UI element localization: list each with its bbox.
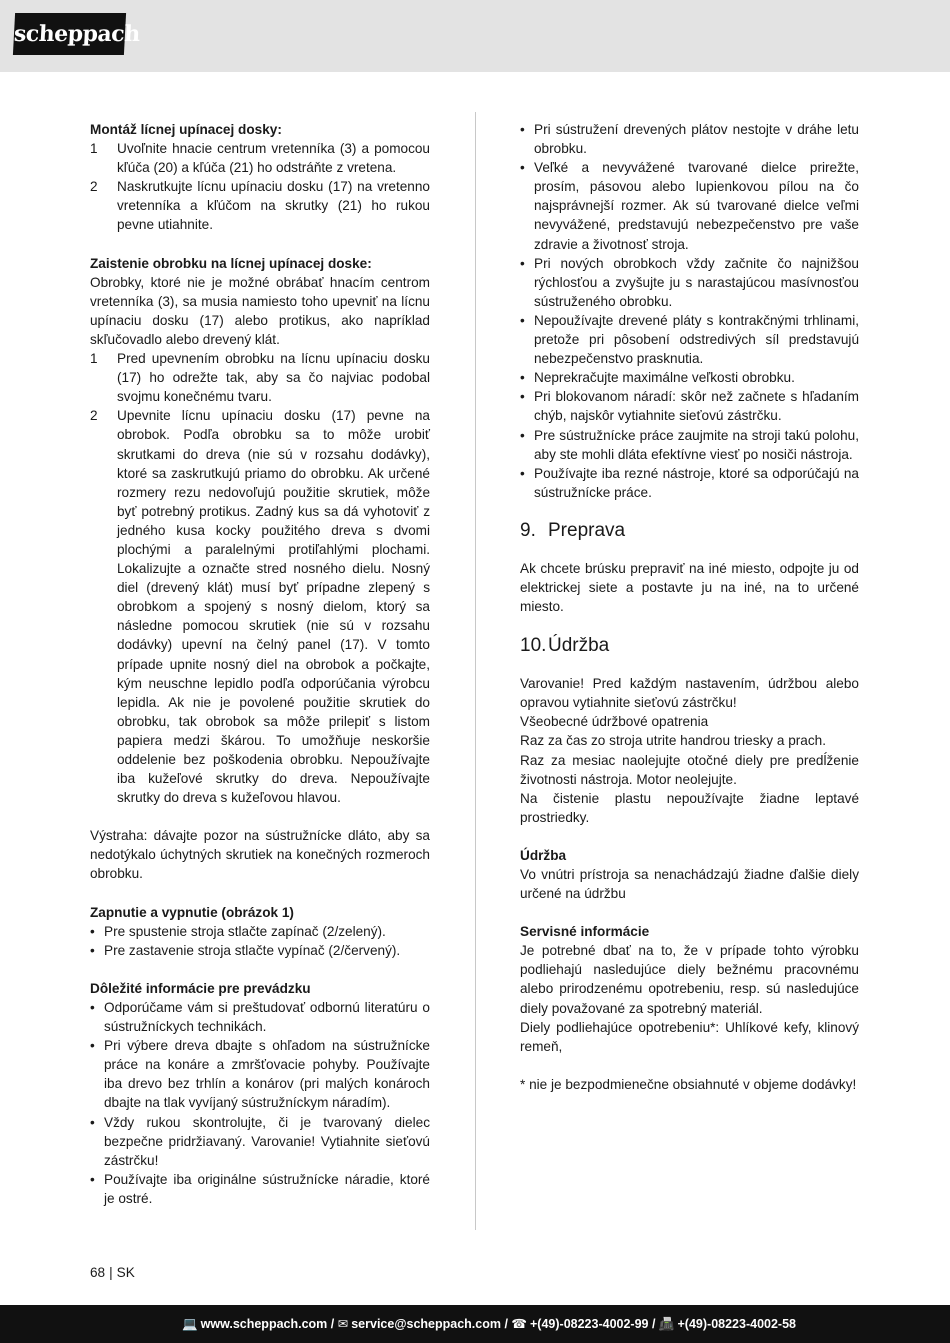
list-item: • Pri výbere dreva dbajte s ohľadom na sústružnícke práce na konáre a zmršťovacie pohyby. Používajte iba drevo bez trhlín a konárov (pri malých konároch dbajte na tlak vyvíjaný sústružníckym náradím).: [90, 1038, 430, 1111]
phone-icon: ☎: [511, 1317, 527, 1331]
list-item: • Pre zastavenie stroja stlačte vypínač (2/červený).: [90, 942, 401, 958]
section-heading-securing: Zaistenie obrobku na lícnej upínacej doske:: [90, 255, 372, 271]
section-heading-maintenance: 10. Údržba: [520, 635, 610, 657]
left-column: [90, 120, 430, 1208]
laptop-icon: 💻: [182, 1317, 198, 1331]
list-item: • Nepoužívajte drevené pláty s kontrakčnými trhlinami, pretože pri pôsobení odstredivých síl predstavujú nebezpečenstvo prasknutia.: [520, 312, 859, 367]
email-link[interactable]: service@scheppach.com /: [351, 1317, 508, 1331]
maintenance-paragraph: Vo vnútri prístroja sa nenachádzajú žiadne ďalšie diely určené na údržbu: [520, 867, 859, 902]
maintenance-line: Raz za čas zo stroja utrite handrou triesky a prach.: [520, 733, 826, 749]
list-item: 2 Upevnite lícnu upínaciu dosku (17) pevne na obrobok. Podľa obrobku sa to môže urobiť skrutkami do dreva (nie sú v rozsahu dodávky), ktoré sa zaskrutkujú priamo do obrobku. Ak určené rozmery rezu nedovoľujú použitie skrutiek, môže byť potrebný protikus. Zadný kus sa dá vyhotoviť z jedného kusa kocky použitého dreva s dvomi plochými a paralelnými protiľahlými plochami. Lokalizujte a označte stred nosného dielu. Nosný diel (drevený klát) musí byť prípadne zlepený s obrobkom a spojený s nosný dielom, ktorý sa následne pomocou skrutiek (nie sú v rozsahu dodávky) upevní na čelný panel (17). V tomto prípade upnite nosný diel na obrobok a počkajte, kým neuschne lepidlo podľa odporúčania výrobcu lepidla. Ak nie je povolené použitie skrutiek do obrobku, tak obrobok sa môže prilepiť s listom papiera medzi škárou. To umožňuje neskoršie oddelenie bez poškodenia obrobku. Nepoužívajte iba kužeľové skrutky do dreva. Nepoužívajte skrutky do dreva s kužeľovou hlavou.: [90, 408, 430, 806]
section-heading-transport: 9. Preprava: [520, 519, 626, 541]
list-item: 2 Naskrutkujte lícnu upínaciu dosku (17) na vretenno vretenníka a kľúčom na skrutky (21) ho rukou pevne utiahnite.: [90, 179, 430, 233]
section-heading-switch: Zapnutie a vypnutie (obrázok 1): [90, 904, 294, 920]
phone-number: +(49)-08223-4002-99 /: [530, 1317, 656, 1331]
list-item: • Používajte iba rezné nástroje, ktoré sa odporúčajú na sústružnícke práce.: [520, 465, 859, 500]
section-heading-operation: Dôležité informácie pre prevádzku: [90, 980, 311, 996]
list-item: • Pri sústružení drevených plátov nestojte v dráhe letu obrobku.: [520, 122, 859, 157]
maintenance-line: Varovanie! Pred každým nastavením, údržbou alebo opravou vytiahnite sieťovú zástrčku!: [520, 676, 859, 711]
list-item: • Pre spustenie stroja stlačte zapínač (2/zelený).: [90, 923, 386, 939]
list-item: • Odporúčame vám si preštudovať odbornú literatúru o sústružníckych technikách.: [90, 999, 430, 1035]
maintenance-subheading: Údržba: [520, 847, 567, 863]
list-item: • Pri blokovanom náradí: skôr než začnete s hľadaním chýb, najskôr vytiahnite sieťovú zástrčku.: [520, 389, 859, 424]
maintenance-line: Raz za mesiac naolejujte otočné diely pre predĺženie životnosti nástroja. Motor neolejujte.: [520, 752, 859, 787]
section-intro: Obrobky, ktoré nie je možné obrábať hnacím centrom vretenníka (3), sa musia namiesto toho upevniť na lícnu upínaciu dosku (17) alebo protikus, ako napríklad skľučovadlo alebo drevený klát.: [90, 274, 430, 347]
transport-paragraph: Ak chcete brúsku prepraviť na iné miesto, odpojte ju od elektrickej siete a postavte ju na iné, na to určené miesto.: [520, 560, 859, 615]
mail-icon: ✉: [337, 1317, 349, 1331]
website-link[interactable]: www.scheppach.com /: [200, 1317, 335, 1331]
page-number: 68 | SK: [90, 1265, 135, 1280]
list-item: • Vždy rukou skontrolujte, či je tvarovaný dielec bezpečne pridržiavaný. Varovanie! Vytiahnite sieťovú zástrčku!: [90, 1114, 430, 1168]
maintenance-line: Všeobecné údržbové opatrenia: [520, 714, 709, 730]
list-item: 1 Uvoľnite hnacie centrum vretenníka (3) a pomocou kľúča (20) a kľúča (21) ho odstráňte z vretena.: [90, 141, 430, 176]
list-item: • Pri nových obrobkoch vždy začnite čo najnižšou rýchlosťou a zvyšujte ju s narastajúcou masívnosťou sústruženého obrobku.: [520, 255, 859, 309]
list-item: • Neprekračujte maximálne veľkosti obrobku.: [520, 370, 795, 386]
column-divider: [475, 112, 476, 1230]
service-heading: Servisné informácie: [520, 924, 650, 940]
list-item: • Veľké a nevyvážené tvarované dielce prirežte, prosím, pásovou alebo lupienkovou pílou na čo najsprávnejší rozmer. Ak sú tvarované dielce veľmi nevyvážené, predstavujú nebezpečenstvo pre vaše zdravie a životnosť stroja.: [520, 160, 859, 252]
right-column: [520, 120, 859, 1094]
contact-bar: [0, 1305, 950, 1343]
header-bar: [0, 0, 950, 72]
section-heading-mounting: Montáž lícnej upínacej dosky:: [90, 122, 282, 137]
list-item: • Pre sústružnícke práce zaujmite na stroji takú polohu, aby ste mohli dláta efektívne viesť po nosiči nástroja.: [520, 427, 859, 462]
service-paragraph: Diely podliehajúce opotrebeniu*: Uhlíkové kefy, klinový remeň,: [520, 1019, 859, 1054]
maintenance-line: Na čistenie plastu nepoužívajte žiadne leptavé prostriedky.: [520, 790, 859, 825]
fax-number: +(49)-08223-4002-58: [677, 1317, 796, 1331]
fax-icon: 📠: [658, 1317, 675, 1331]
list-item: 1 Pred upevnením obrobku na lícnu upínaciu dosku (17) ho odrežte tak, aby sa čo najviac podobal svojmu konečnému tvaru.: [90, 351, 430, 405]
warning-paragraph: Výstraha: dávajte pozor na sústružnícke dláto, aby sa nedotýkalo úchytných skrutiek na konečných rozmeroch obrobku.: [90, 828, 430, 882]
scheppach-logo: scheppach: [13, 13, 126, 55]
list-item: • Používajte iba originálne sústružnícke náradie, ktoré je ostré.: [90, 1171, 430, 1206]
service-paragraph: Je potrebné dbať na to, že v prípade tohto výrobku podliehajú nasledujúce diely bežnému pracovnému alebo prirodzenému opotrebeniu, resp. sú nasledujúce diely považované za spotrebný materiál.: [520, 943, 859, 1016]
footnote: * nie je bezpodmienečne obsiahnuté v objeme dodávky!: [520, 1076, 857, 1092]
